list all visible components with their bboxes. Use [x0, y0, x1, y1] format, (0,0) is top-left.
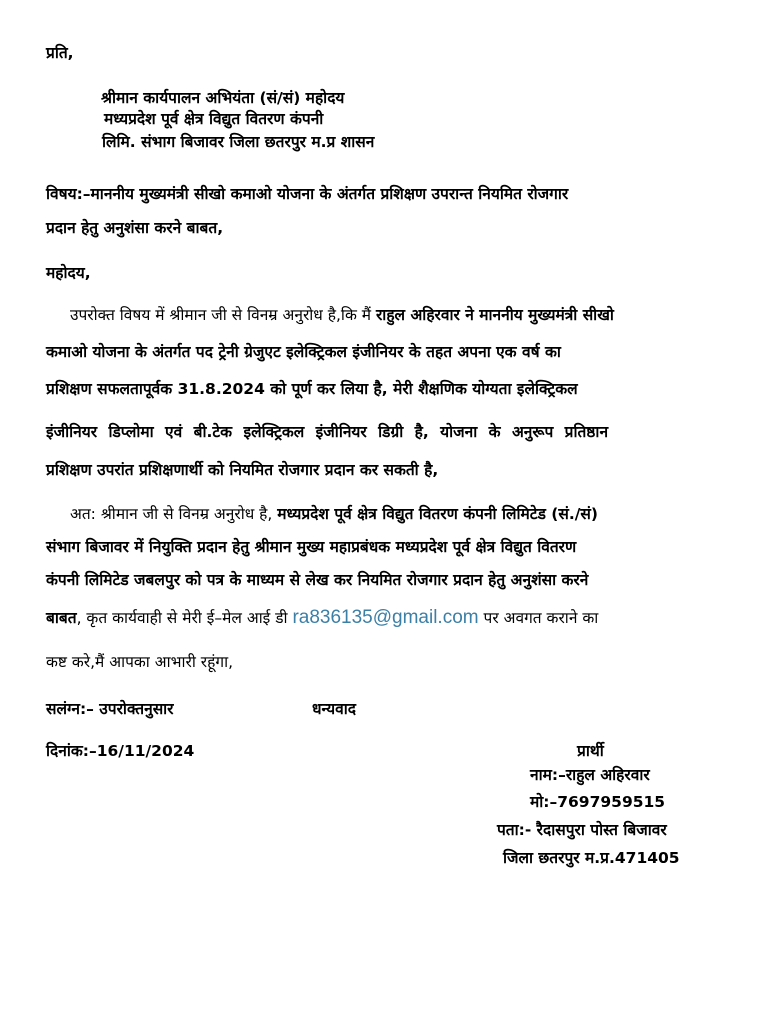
- paragraph-1-line-1-bold: राहुल अहिरवार ने माननीय मुख्यमंत्री सीखो: [375, 306, 614, 324]
- signature-applicant: प्रार्थी: [577, 742, 604, 760]
- subject-line-2: प्रदान हेतु अनुशंसा करने बाबत,: [46, 219, 224, 237]
- paragraph-2-line-2: संभाग बिजावर में नियुक्ति प्रदान हेतु श्रीमान मुख्य महाप्रबंधक मध्यप्रदेश पूर्व क्षेत्र विद्युत वितरण: [46, 538, 577, 556]
- recipient-line-3: लिमि. संभाग बिजावर जिला छतरपुर म.प्र शासन: [102, 133, 375, 151]
- paragraph-2-line-4-bold: बाबत: [46, 609, 77, 627]
- paragraph-2-line-1-normal: अत: श्रीमान जी से विनम्र अनुरोध है,: [70, 505, 278, 523]
- paragraph-1-line-2: कमाओ योजना के अंतर्गत पद ट्रेनी ग्रेजुएट इलेक्ट्रिकल इंजीनियर के तहत अपना एक वर्ष का: [46, 343, 561, 361]
- paragraph-1-line-1: [70, 304, 614, 326]
- thanks: धन्यवाद: [312, 700, 356, 718]
- paragraph-1-line-3: प्रशिक्षण सफलतापूर्वक 31.8.2024 को पूर्ण कर लिया है, मेरी शैक्षणिक योग्यता इलेक्ट्रिकल: [46, 380, 578, 398]
- subject-line-1: विषय:–माननीय मुख्यमंत्री सीखो कमाओ योजना के अंतर्गत प्रशिक्षण उपरान्त नियमित रोजगार: [46, 185, 569, 203]
- paragraph-2-line-4-normal-a: , कृत कार्यवाही से मेरी ई–मेल आई डी: [76, 609, 293, 627]
- signature-address-1: पता:- रैदासपुरा पोस्त बिजावर: [497, 821, 667, 839]
- signature-address-2: जिला छतरपुर म.प्र.471405: [503, 849, 680, 867]
- paragraph-1-line-5: प्रशिक्षण उपरांत प्रशिक्षणार्थी को नियमित रोजगार प्रदान कर सकती है,: [46, 461, 439, 479]
- signature-mobile: मो:–7697959515: [530, 793, 666, 811]
- paragraph-1-line-4: इंजीनियर डिप्लोमा एवं बी.टेक इलेक्ट्रिकल इंजीनियर डिग्री है, योजना के अनुरूप प्रतिष्ठान: [46, 423, 609, 441]
- enclosure: सलंग्न:– उपरोक्तनुसार: [46, 700, 174, 718]
- paragraph-2-line-1: [70, 503, 598, 525]
- greeting: महोदय,: [46, 264, 91, 282]
- signature-name: नाम:–राहुल अहिरवार: [530, 766, 650, 784]
- paragraph-1-line-1-normal: उपरोक्त विषय में श्रीमान जी से विनम्र अनुरोध है,कि मैं: [70, 306, 376, 324]
- paragraph-2-line-3: कंपनी लिमिटेड जबलपुर को पत्र के माध्यम से लेख कर नियमित रोजगार प्रदान हेतु अनुशंसा करने: [46, 571, 589, 589]
- recipient-line-2: मध्यप्रदेश पूर्व क्षेत्र विद्युत वितरण कंपनी: [104, 110, 324, 128]
- date: दिनांक:–16/11/2024: [46, 742, 195, 760]
- paragraph-2-line-4-normal-b: पर अवगत कराने का: [478, 609, 599, 627]
- recipient-line-1: श्रीमान कार्यपालन अभियंता (सं/सं) महोदय: [101, 89, 345, 107]
- email-link[interactable]: ra836135@gmail.com: [292, 607, 479, 628]
- salutation-to: प्रति,: [46, 44, 74, 62]
- paragraph-2-line-4: [46, 607, 598, 629]
- paragraph-2-line-1-bold: मध्यप्रदेश पूर्व क्षेत्र विद्युत वितरण कंपनी लिमिटेड (सं./सं): [277, 505, 598, 523]
- paragraph-2-line-5: कष्ट करे,मैं आपका आभारी रहूंगा,: [46, 653, 234, 671]
